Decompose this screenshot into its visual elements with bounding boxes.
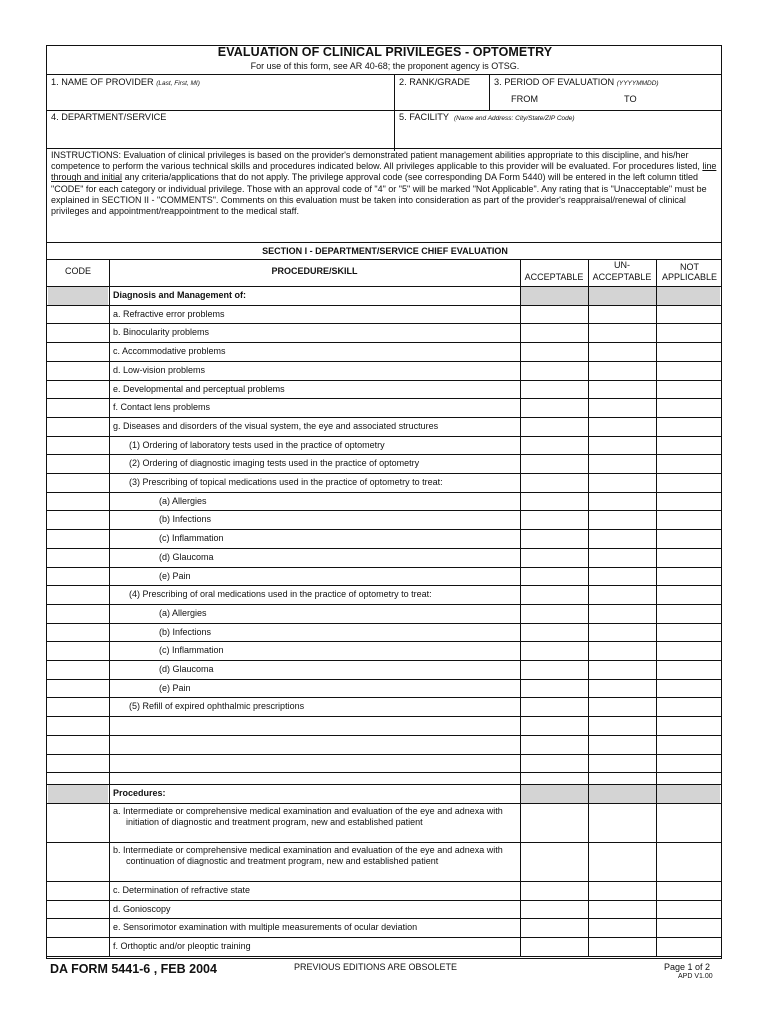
not-applicable-cell[interactable]	[656, 492, 721, 511]
evaluation-form	[46, 45, 722, 959]
code-cell[interactable]	[47, 604, 109, 623]
not-applicable-cell[interactable]	[656, 417, 721, 436]
not-applicable-cell	[656, 286, 721, 305]
acceptable-cell[interactable]	[520, 623, 588, 642]
acceptable-cell[interactable]	[520, 937, 588, 956]
acceptable-cell[interactable]	[520, 436, 588, 455]
form-number: DA FORM 5441-6 , FEB 2004	[50, 962, 217, 976]
procedure-row-label: d. Gonioscopy	[113, 903, 171, 914]
procedure-row-label: (1) Ordering of laboratory tests used in the practice of optometry	[129, 439, 385, 450]
period-of-evaluation-field[interactable]	[494, 77, 659, 89]
acceptable-cell[interactable]	[520, 641, 588, 660]
not-applicable-cell[interactable]	[656, 380, 721, 399]
unacceptable-cell	[588, 784, 656, 803]
col-na-header-1: NOT	[680, 262, 699, 272]
instructions-text: INSTRUCTIONS: Evaluation of clinical privileges is based on the provider's demonstrated patient management abilities appropriate to this discipline, and his/her competence to perform the various technical skills and procedures indicated below. All privileges applicable to this provider will be evaluated. For procedures listed, line through and initial any criteria/applications that do not apply. The privilege approval code (see corresponding DA Form 5440) will be entered in the left column titled "CODE" for each category or individual privilege. Those with an approval code of "4" or "5" will be marked "Not Applicable". Any rating that is "Unacceptable" must be explained in SECTION II - "COMMENTS". Comments on this evaluation must be taken into consideration as part of the provider's reappraisal/renewal of clinical privileges and appointment/reappointment to the medical staff.	[51, 150, 717, 217]
not-applicable-cell[interactable]	[656, 342, 721, 361]
not-applicable-cell[interactable]	[656, 567, 721, 586]
unacceptable-cell[interactable]	[588, 473, 656, 492]
not-applicable-cell[interactable]	[656, 305, 721, 324]
procedure-row-label: (b) Infections	[159, 626, 212, 637]
acceptable-cell[interactable]	[520, 380, 588, 399]
acceptable-cell[interactable]	[520, 342, 588, 361]
department-service-field[interactable]: 4. DEPARTMENT/SERVICE	[51, 112, 167, 122]
not-applicable-cell[interactable]	[656, 510, 721, 529]
procedure-row-label: (3) Prescribing of topical medications used in the practice of optometry to treat:	[129, 477, 443, 487]
code-cell[interactable]	[47, 900, 109, 919]
provider-name-label: 1. NAME OF PROVIDER	[51, 77, 154, 87]
acceptable-cell[interactable]	[520, 881, 588, 900]
code-cell[interactable]	[47, 323, 109, 342]
not-applicable-cell[interactable]	[656, 842, 721, 881]
procedure-row-label: (a) Allergies	[159, 495, 207, 506]
unacceptable-cell[interactable]	[588, 881, 656, 900]
procedure-row-label: b. Intermediate or comprehensive medical examination and evaluation of the eye and adnexa with continuation of diagnostic and treatment program, new and established patient	[113, 844, 503, 866]
col-unacceptable-header-2: ACCEPTABLE	[592, 272, 652, 282]
procedure-row-label: (a) Allergies	[159, 607, 207, 618]
acceptable-cell[interactable]	[520, 454, 588, 473]
unacceptable-cell[interactable]	[588, 842, 656, 881]
procedure-row-label: d. Low-vision problems	[113, 364, 206, 375]
unacceptable-cell[interactable]	[588, 548, 656, 567]
period-label: 3. PERIOD OF EVALUATION	[494, 77, 615, 87]
section-heading: Diagnosis and Management of:	[113, 290, 247, 300]
unacceptable-cell[interactable]	[588, 361, 656, 380]
period-hint: (YYYYMMDD)	[616, 80, 659, 87]
acceptable-cell[interactable]	[520, 529, 588, 548]
acceptable-cell[interactable]	[520, 918, 588, 937]
acceptable-cell[interactable]	[520, 417, 588, 436]
not-applicable-cell[interactable]	[656, 697, 721, 716]
not-applicable-cell[interactable]	[656, 454, 721, 473]
code-cell[interactable]	[47, 641, 109, 660]
unacceptable-cell[interactable]	[588, 623, 656, 642]
acceptable-cell[interactable]	[520, 754, 588, 773]
procedure-row-label: f. Contact lens problems	[113, 402, 211, 413]
not-applicable-cell[interactable]	[656, 436, 721, 455]
code-cell[interactable]	[47, 803, 109, 842]
not-applicable-cell[interactable]	[656, 398, 721, 417]
not-applicable-cell[interactable]	[656, 548, 721, 567]
acceptable-cell[interactable]	[520, 361, 588, 380]
not-applicable-cell[interactable]	[656, 716, 721, 735]
procedure-row-label: g. Diseases and disorders of the visual system, the eye and associated structures	[113, 420, 439, 431]
code-cell[interactable]	[47, 918, 109, 937]
unacceptable-cell[interactable]	[588, 716, 656, 735]
col-acceptable-header: ACCEPTABLE	[524, 272, 584, 282]
code-cell[interactable]	[47, 380, 109, 399]
not-applicable-cell[interactable]	[656, 529, 721, 548]
not-applicable-cell[interactable]	[656, 918, 721, 937]
unacceptable-cell[interactable]	[588, 323, 656, 342]
procedure-row-label: (c) Inflammation	[159, 533, 224, 544]
unacceptable-cell[interactable]	[588, 510, 656, 529]
unacceptable-cell[interactable]	[588, 697, 656, 716]
procedure-row-label: (b) Infections	[159, 514, 212, 525]
not-applicable-cell[interactable]	[656, 323, 721, 342]
not-applicable-cell[interactable]	[656, 735, 721, 754]
code-cell[interactable]	[47, 784, 109, 803]
code-cell[interactable]	[47, 881, 109, 900]
editions-notice: PREVIOUS EDITIONS ARE OBSOLETE	[294, 962, 458, 972]
unacceptable-cell[interactable]	[588, 918, 656, 937]
col-procedure-header: PROCEDURE/SKILL	[271, 266, 358, 276]
acceptable-cell[interactable]	[520, 679, 588, 698]
not-applicable-cell[interactable]	[656, 585, 721, 604]
acceptable-cell[interactable]	[520, 398, 588, 417]
acceptable-cell[interactable]	[520, 492, 588, 511]
code-cell[interactable]	[47, 398, 109, 417]
code-cell[interactable]	[47, 454, 109, 473]
not-applicable-cell[interactable]	[656, 900, 721, 919]
procedure-row-label: (d) Glaucoma	[159, 551, 214, 562]
version-label: APD V1.00	[678, 973, 713, 980]
unacceptable-cell[interactable]	[588, 604, 656, 623]
unacceptable-cell[interactable]	[588, 436, 656, 455]
col-code-header: CODE	[64, 266, 91, 276]
code-cell[interactable]	[47, 305, 109, 324]
form-title: EVALUATION OF CLINICAL PRIVILEGES - OPTOMETRY	[217, 45, 553, 59]
instructions-underlined: line through and initial	[51, 161, 717, 183]
unacceptable-cell[interactable]	[588, 735, 656, 754]
acceptable-cell[interactable]	[520, 697, 588, 716]
unacceptable-cell[interactable]	[588, 342, 656, 361]
unacceptable-cell[interactable]	[588, 585, 656, 604]
procedure-row-label: (d) Glaucoma	[159, 664, 214, 674]
code-cell[interactable]	[47, 286, 109, 305]
acceptable-cell[interactable]	[520, 660, 588, 679]
unacceptable-cell[interactable]	[588, 900, 656, 919]
acceptable-cell[interactable]	[520, 585, 588, 604]
rank-grade-field[interactable]: 2. RANK/GRADE	[399, 77, 470, 87]
acceptable-cell	[520, 286, 588, 305]
procedure-row-label: f. Orthoptic and/or pleoptic training	[113, 941, 251, 951]
code-cell[interactable]	[47, 754, 109, 773]
provider-name-hint: (Last, First, MI)	[156, 80, 200, 87]
acceptable-cell[interactable]	[520, 305, 588, 324]
code-cell[interactable]	[47, 417, 109, 436]
unacceptable-cell[interactable]	[588, 305, 656, 324]
code-cell[interactable]	[47, 679, 109, 698]
code-cell[interactable]	[47, 473, 109, 492]
unacceptable-cell[interactable]	[588, 380, 656, 399]
facility-label: 5. FACILITY	[399, 112, 449, 122]
code-cell[interactable]	[47, 342, 109, 361]
not-applicable-cell[interactable]	[656, 641, 721, 660]
procedure-row-label: c. Determination of refractive state	[113, 884, 251, 895]
acceptable-cell[interactable]	[520, 604, 588, 623]
procedure-row-label: (5) Refill of expired ophthalmic prescriptions	[129, 701, 305, 712]
unacceptable-cell[interactable]	[588, 641, 656, 660]
code-cell[interactable]	[47, 623, 109, 642]
acceptable-cell[interactable]	[520, 735, 588, 754]
acceptable-cell	[520, 784, 588, 803]
procedure-row-label: (e) Pain	[159, 682, 191, 693]
acceptable-cell[interactable]	[520, 842, 588, 881]
code-cell[interactable]	[47, 660, 109, 679]
form-subtitle: For use of this form, see AR 40-68; the proponent agency is OTSG.	[250, 61, 520, 71]
acceptable-cell[interactable]	[520, 473, 588, 492]
code-cell[interactable]	[47, 548, 109, 567]
unacceptable-cell[interactable]	[588, 754, 656, 773]
not-applicable-cell[interactable]	[656, 881, 721, 900]
code-cell[interactable]	[47, 567, 109, 586]
unacceptable-cell[interactable]	[588, 937, 656, 956]
not-applicable-cell[interactable]	[656, 660, 721, 679]
procedure-row-label: (c) Inflammation	[159, 645, 224, 656]
acceptable-cell[interactable]	[520, 510, 588, 529]
code-cell[interactable]	[47, 510, 109, 529]
unacceptable-cell[interactable]	[588, 803, 656, 842]
col-unacceptable-header-1: UN-	[614, 260, 630, 270]
procedure-row-label: (e) Pain	[159, 570, 191, 581]
unacceptable-cell[interactable]	[588, 529, 656, 548]
acceptable-cell[interactable]	[520, 900, 588, 919]
code-cell[interactable]	[47, 361, 109, 380]
section-heading: Procedures:	[113, 788, 166, 799]
unacceptable-cell[interactable]	[588, 492, 656, 511]
not-applicable-cell[interactable]	[656, 604, 721, 623]
code-cell[interactable]	[47, 492, 109, 511]
provider-name-field[interactable]	[51, 77, 200, 89]
facility-hint: (Name and Address: City/State/ZIP Code)	[453, 115, 575, 122]
acceptable-cell[interactable]	[520, 567, 588, 586]
procedure-row-label: e. Sensorimotor examination with multiple measurements of ocular deviation	[113, 922, 418, 933]
unacceptable-cell	[588, 286, 656, 305]
unacceptable-cell[interactable]	[588, 660, 656, 679]
page-number: Page 1 of 2	[664, 962, 711, 972]
not-applicable-cell[interactable]	[656, 361, 721, 380]
col-na-header-2: APPLICABLE	[661, 272, 718, 282]
unacceptable-cell[interactable]	[588, 398, 656, 417]
acceptable-cell[interactable]	[520, 803, 588, 842]
not-applicable-cell[interactable]	[656, 803, 721, 842]
code-cell[interactable]	[47, 716, 109, 735]
procedure-row-label: b. Binocularity problems	[113, 327, 210, 338]
procedure-row-label: a. Refractive error problems	[113, 308, 225, 319]
code-cell[interactable]	[47, 735, 109, 754]
not-applicable-cell[interactable]	[656, 679, 721, 698]
procedure-row-label: a. Intermediate or comprehensive medical examination and evaluation of the eye and adnexa with initiation of diagnostic and treatment program, new and established patient	[113, 805, 503, 827]
procedure-row-label: (4) Prescribing of oral medications used in the practice of optometry to treat:	[129, 589, 432, 600]
not-applicable-cell[interactable]	[656, 754, 721, 773]
period-to-field[interactable]: TO	[624, 94, 637, 104]
acceptable-cell[interactable]	[520, 716, 588, 735]
acceptable-cell[interactable]	[520, 548, 588, 567]
procedure-row-label: e. Developmental and perceptual problems	[113, 383, 285, 394]
section-title: SECTION I - DEPARTMENT/SERVICE CHIEF EVALUATION	[262, 246, 508, 256]
not-applicable-cell[interactable]	[656, 937, 721, 956]
code-cell[interactable]	[47, 436, 109, 455]
not-applicable-cell[interactable]	[656, 473, 721, 492]
unacceptable-cell[interactable]	[588, 567, 656, 586]
acceptable-cell[interactable]	[520, 323, 588, 342]
unacceptable-cell[interactable]	[588, 679, 656, 698]
facility-field[interactable]	[399, 112, 575, 124]
not-applicable-cell[interactable]	[656, 623, 721, 642]
unacceptable-cell[interactable]	[588, 454, 656, 473]
code-cell[interactable]	[47, 937, 109, 956]
procedure-row-label: (2) Ordering of diagnostic imaging tests used in the practice of optometry	[129, 458, 420, 469]
unacceptable-cell[interactable]	[588, 417, 656, 436]
not-applicable-cell	[656, 784, 721, 803]
period-from-field[interactable]: FROM	[511, 94, 539, 104]
procedure-row-label: c. Accommodative problems	[113, 346, 226, 357]
code-cell[interactable]	[47, 585, 109, 604]
code-cell[interactable]	[47, 697, 109, 716]
code-cell[interactable]	[47, 529, 109, 548]
code-cell[interactable]	[47, 842, 109, 881]
